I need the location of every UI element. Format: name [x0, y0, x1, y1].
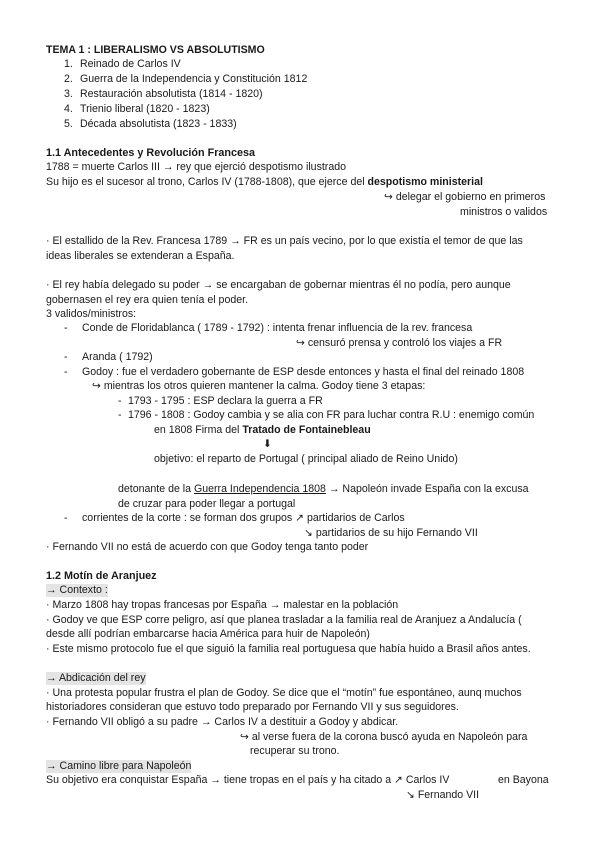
paragraph-line: 1788 = muerte Carlos III → rey que ejerció despotismo ilustrado [46, 161, 347, 173]
toc-number: 5. [64, 118, 73, 130]
paragraph-line: desde allí podrían embarcarse hacia América para huir de Napoleón) [46, 628, 370, 640]
paragraph-line: gobernasen el rey era quien tenía el poder. [46, 294, 249, 306]
list-item: corrientes de la corte : se forman dos grupos ↗ partidarios de Carlos [82, 512, 405, 524]
toc-number: 3. [64, 88, 73, 100]
bold-term: despotismo ministerial [367, 176, 483, 188]
paragraph-line: de cruzar para poder llegar a portugal [118, 498, 296, 510]
list-dash: - [118, 395, 122, 407]
paragraph-line: ideas liberales se extenderan a España. [46, 250, 235, 262]
highlighted-subheading: → Camino libre para Napoleón [46, 760, 192, 772]
list-dash: - [118, 409, 122, 421]
note-line: ↪ al verse fuera de la corona buscó ayuda en Napoleón para [240, 731, 528, 743]
list-item: Godoy : fue el verdadero gobernante de ESP desde entonces y hasta el final del reinado 1808 [82, 366, 525, 378]
section-heading: 1.1 Antecedentes y Revolución Francesa [46, 147, 256, 159]
underlined-term: Guerra Independencia 1808 [194, 483, 326, 495]
highlighted-subheading: → Contexto : [46, 584, 108, 596]
paragraph-line: · El rey había delegado su poder → se encargaban de gobernar mientras él no podía, pero aunque [46, 279, 511, 291]
paragraph-line: 3 validos/ministros: [46, 308, 137, 320]
toc-number: 4. [64, 103, 73, 115]
toc-item: Trienio liberal (1820 - 1823) [80, 103, 210, 115]
toc-number: 1. [64, 58, 73, 70]
note-line: recuperar su trono. [250, 745, 340, 757]
paragraph-line: · Godoy ve que ESP corre peligro, así que planea trasladar a la familia real de Aranjuez a Andalucía ( [46, 614, 522, 626]
list-item: Conde de Floridablanca ( 1789 - 1792) : intenta frenar influencia de la rev. francesa [82, 322, 473, 334]
toc-item: Restauración absolutista (1814 - 1820) [80, 88, 263, 100]
note-line: ministros o validos [460, 206, 548, 218]
paragraph-line: · Fernando VII no está de acuerdo con que Godoy tenga tanto poder [46, 541, 369, 553]
paragraph-line: Su hijo es el sucesor al trono, Carlos IV (1788-1808), que ejerce del despotismo ministerial [46, 176, 483, 188]
paragraph-line: Su objetivo era conquistar España → tiene tropas en el país y ha citado a ↗ Carlos IV [46, 774, 450, 786]
bold-term: Tratado de Fontainebleau [242, 424, 371, 436]
paragraph-line: en Bayona [498, 774, 549, 786]
page-title: TEMA 1 : LIBERALISMO VS ABSOLUTISMO [46, 44, 265, 56]
toc-item: Guerra de la Independencia y Constitución 1812 [80, 73, 308, 85]
toc-item: Década absolutista (1823 - 1833) [80, 118, 237, 130]
paragraph-line: historiadores consideran que estuvo todo preparado por Fernando VII y sus seguidores. [46, 701, 459, 713]
note-line: ↘ Fernando VII [406, 789, 480, 801]
note-line: ↪ mientras los otros quieren mantener la calma. Godoy tiene 3 etapas: [92, 380, 426, 392]
note-line: ↪ delegar el gobierno en primeros [384, 191, 546, 203]
section-heading: 1.2 Motín de Aranjuez [46, 570, 157, 582]
list-item: Aranda ( 1792) [82, 351, 153, 363]
list-dash: - [64, 351, 68, 363]
paragraph-line: objetivo: el reparto de Portugal ( principal aliado de Reino Unido) [154, 453, 458, 465]
list-dash: - [64, 366, 68, 378]
note-line: ↪ censuró prensa y controló los viajes a FR [296, 337, 503, 349]
paragraph-line: · Este mismo protocolo fue el que siguió la familia real portuguesa que había huido a Brasil años antes. [46, 643, 531, 655]
toc-number: 2. [64, 73, 73, 85]
paragraph-line: · Una protesta popular frustra el plan de Godoy. Se dice que el “motín” fue espontáneo, aunq muchos [46, 687, 522, 699]
list-item: 1796 - 1808 : Godoy cambia y se alia con FR para luchar contra R.U : enemigo común [128, 409, 535, 421]
paragraph-line: en 1808 Firma del Tratado de Fontainebleau [154, 424, 371, 436]
paragraph-line: · Fernando VII obligó a su padre → Carlos IV a destituir a Godoy y abdicar. [46, 716, 399, 728]
paragraph-line: · Marzo 1808 hay tropas francesas por España → malestar en la población [46, 599, 399, 611]
paragraph-line: detonante de la Guerra Independencia 1808 → Napoleón invade España con la excusa [118, 483, 529, 495]
paragraph-line: · El estallido de la Rev. Francesa 1789 → FR es un país vecino, por lo que existía el temor de que las [46, 235, 523, 247]
highlighted-subheading: → Abdicación del rey [46, 672, 146, 684]
list-dash: - [64, 322, 68, 334]
arrow-down-icon: ⬇ [263, 438, 272, 450]
toc-item: Reinado de Carlos IV [80, 58, 181, 70]
list-dash: - [64, 512, 68, 524]
list-item: 1793 - 1795 : ESP declara la guerra a FR [128, 395, 323, 407]
note-line: ↘ partidarios de su hijo Fernando VII [304, 527, 478, 539]
